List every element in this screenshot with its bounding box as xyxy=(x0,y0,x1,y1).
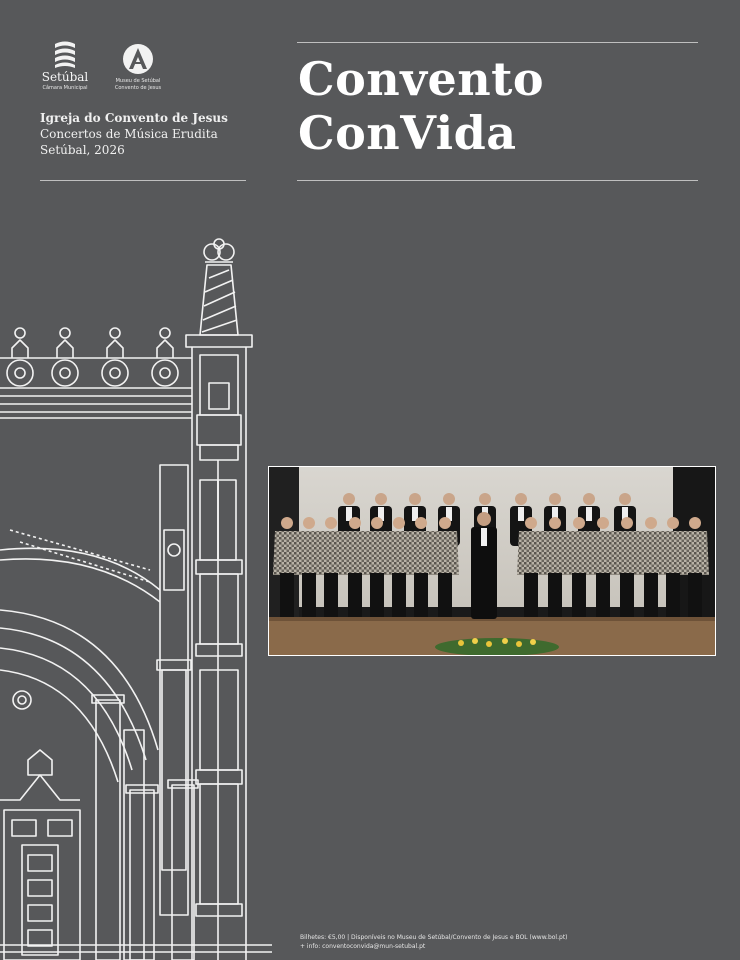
title-divider-bottom xyxy=(297,180,698,181)
poster-title xyxy=(298,52,698,160)
title-divider-top xyxy=(297,42,698,43)
left-divider-bottom xyxy=(40,180,246,181)
setubal-logo xyxy=(40,40,92,92)
choir-photo-image xyxy=(269,467,715,655)
series-name: Concertos de Música Erudita xyxy=(40,127,218,141)
title-line-1: Convento xyxy=(298,52,545,106)
museu-logo-subtitle: Museu de Setúbal Convento de Jesus xyxy=(114,78,162,91)
title-line-2: ConVida xyxy=(298,106,517,160)
choir-conductor xyxy=(471,512,497,619)
ticket-info: Bilhetes: €5,00 | Disponíveis no Museu de Setúbal/Convento de Jesus e BOL (www.bol.pt) xyxy=(300,934,568,941)
place-year: Setúbal, 2026 xyxy=(40,143,125,157)
event-info xyxy=(40,110,255,158)
setubal-logo-subtitle: Câmara Municipal xyxy=(42,85,88,91)
logo-group xyxy=(40,40,170,96)
museu-emblem-icon xyxy=(112,42,164,76)
museu-logo xyxy=(112,42,164,94)
choir-photo xyxy=(268,466,716,656)
venue-name: Igreja do Convento de Jesus xyxy=(40,111,228,125)
contact-info: + info: conventoconvida@mun-setubal.pt xyxy=(300,943,426,950)
setubal-logo-text: Setúbal xyxy=(41,70,89,84)
convent-portal-illustration xyxy=(0,230,272,960)
setubal-emblem-icon xyxy=(40,40,90,70)
footer-info xyxy=(300,933,720,951)
